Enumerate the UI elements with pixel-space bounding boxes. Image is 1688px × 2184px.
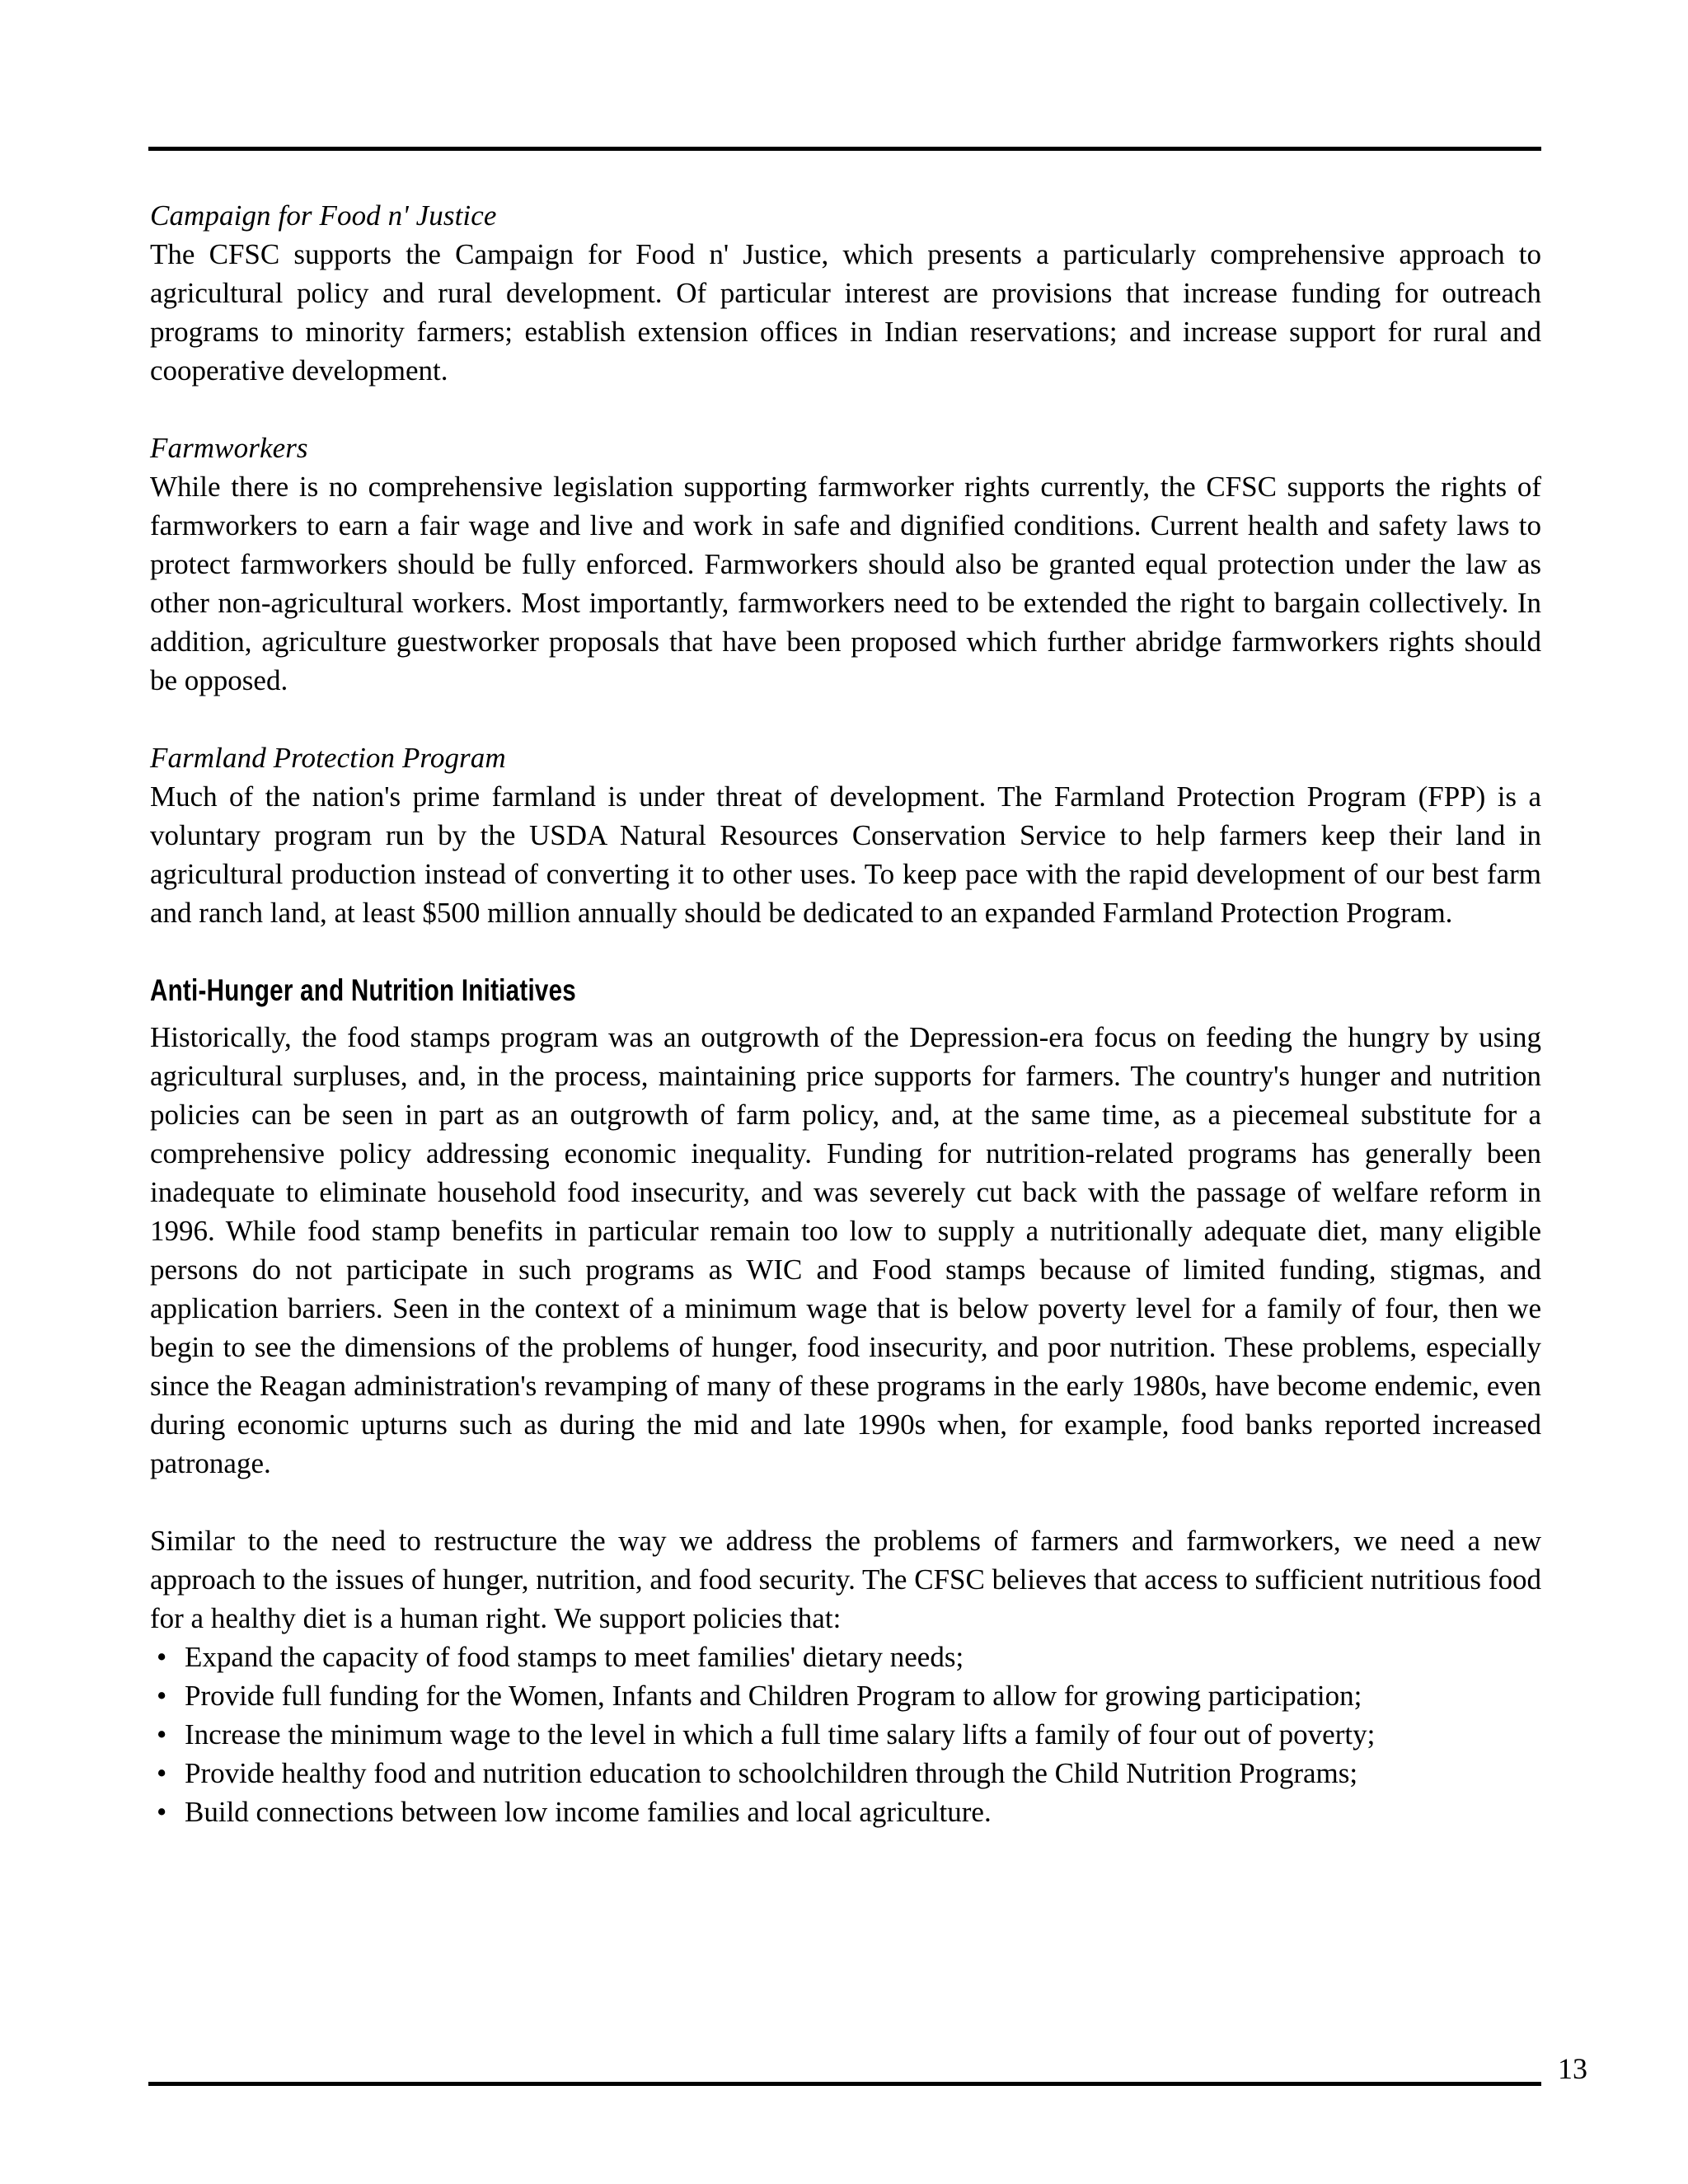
footer-rule <box>148 2082 1541 2086</box>
section-farmworkers <box>150 429 1541 700</box>
page-number: 13 <box>1558 2052 1587 2085</box>
bullet-icon: • <box>157 1796 167 1828</box>
section-subheading: Campaign for Food n' Justice <box>150 199 497 232</box>
bullet-icon: • <box>157 1680 167 1712</box>
list-item <box>150 1754 1541 1793</box>
list-item-label: Expand the capacity of food stamps to meet families' dietary needs; <box>185 1641 964 1673</box>
header-rule <box>148 147 1541 151</box>
list-item-label: Increase the minimum wage to the level in which a full time salary lifts a family of four out of poverty; <box>185 1718 1376 1750</box>
paragraph-spacer <box>150 700 1541 738</box>
section-paragraph: The CFSC supports the Campaign for Food n' Justice, which presents a particularly comprehensive approach to agricultural policy and rural development. Of particular interest are provisions that increase funding for outreach programs to minority farmers; establish extension offices in Indian reservations; and increase support for rural and cooperative development. <box>150 238 1541 387</box>
paragraph-spacer <box>150 932 1541 971</box>
section-campaign-for-food-n-justice <box>150 196 1541 390</box>
policy-bullet-list <box>150 1638 1541 1831</box>
list-item <box>150 1638 1541 1676</box>
list-item-label: Build connections between low income families and local agriculture. <box>185 1796 992 1828</box>
section-paragraph: Much of the nation's prime farmland is under threat of development. The Farmland Protection Program (FPP) is a voluntary program run by the USDA Natural Resources Conservation Service to help farmers keep their land in agricultural production instead of converting it to other uses. To keep pace with the rapid development of our best farm and ranch land, at least $500 million annually should be dedicated to an expanded Farmland Protection Program. <box>150 780 1541 929</box>
section-paragraph: While there is no comprehensive legislation supporting farmworker rights currently, the CFSC supports the rights of farmworkers to earn a fair wage and live and work in safe and dignified conditions. Current health and safety laws to protect farmworkers should be fully enforced. Farmworkers should also be granted equal protection under the law as other non-agricultural workers. Most importantly, farmworkers need to be extended the right to bargain collectively. In addition, agriculture guestworker proposals that have been proposed which further abridge farmworkers rights should be opposed. <box>150 471 1541 696</box>
section-anti-hunger-and-nutrition-initiatives <box>150 971 1541 1831</box>
paragraph-spacer <box>150 1483 1541 1521</box>
paragraph-spacer <box>150 390 1541 429</box>
page-content <box>150 196 1541 1831</box>
list-item <box>150 1793 1541 1831</box>
section-paragraph-1: Historically, the food stamps program was an outgrowth of the Depression-era focus on feeding the hungry by using agricultural surpluses, and, in the process, maintaining price supports for farmers. The country's hunger and nutrition policies can be seen in part as an outgrowth of farm policy, and, at the same time, as a piecemeal substitute for a comprehensive policy addressing economic inequality. Funding for nutrition-related programs has generally been inadequate to eliminate household food insecurity, and was severely cut back with the passage of welfare reform in 1996. While food stamp benefits in particular remain too low to supply a nutritionally adequate diet, many eligible persons do not participate in such programs as WIC and Food stamps because of limited funding, stigmas, and application barriers. Seen in the context of a minimum wage that is below poverty level for a family of four, then we begin to see the dimensions of the problems of hunger, food insecurity, and poor nutrition. These problems, especially since the Reagan administration's revamping of many of these programs in the early 1980s, have become endemic, even during economic upturns such as during the mid and late 1990s when, for example, food banks reported increased patronage. <box>150 1021 1541 1479</box>
section-subheading: Farmland Protection Program <box>150 742 506 774</box>
section-farmland-protection-program <box>150 738 1541 932</box>
section-paragraph-2: Similar to the need to restructure the way we address the problems of farmers and farmworkers, we need a new approach to the issues of hunger, nutrition, and food security. The CFSC believes that access to sufficient nutritious food for a healthy diet is a human right. We support policies that: <box>150 1525 1541 1634</box>
list-item-label: Provide full funding for the Women, Infants and Children Program to allow for growing participation; <box>185 1680 1362 1712</box>
bullet-icon: • <box>157 1641 167 1673</box>
bullet-icon: • <box>157 1757 167 1789</box>
heading-spacer <box>150 1010 1541 1018</box>
bullet-icon: • <box>157 1718 167 1750</box>
page-section-title: Anti-Hunger and Nutrition Initiatives <box>150 973 577 1007</box>
list-item-label: Provide healthy food and nutrition education to schoolchildren through the Child Nutrition Programs; <box>185 1757 1358 1789</box>
list-item <box>150 1676 1541 1715</box>
section-subheading: Farmworkers <box>150 432 308 464</box>
list-item <box>150 1715 1541 1754</box>
